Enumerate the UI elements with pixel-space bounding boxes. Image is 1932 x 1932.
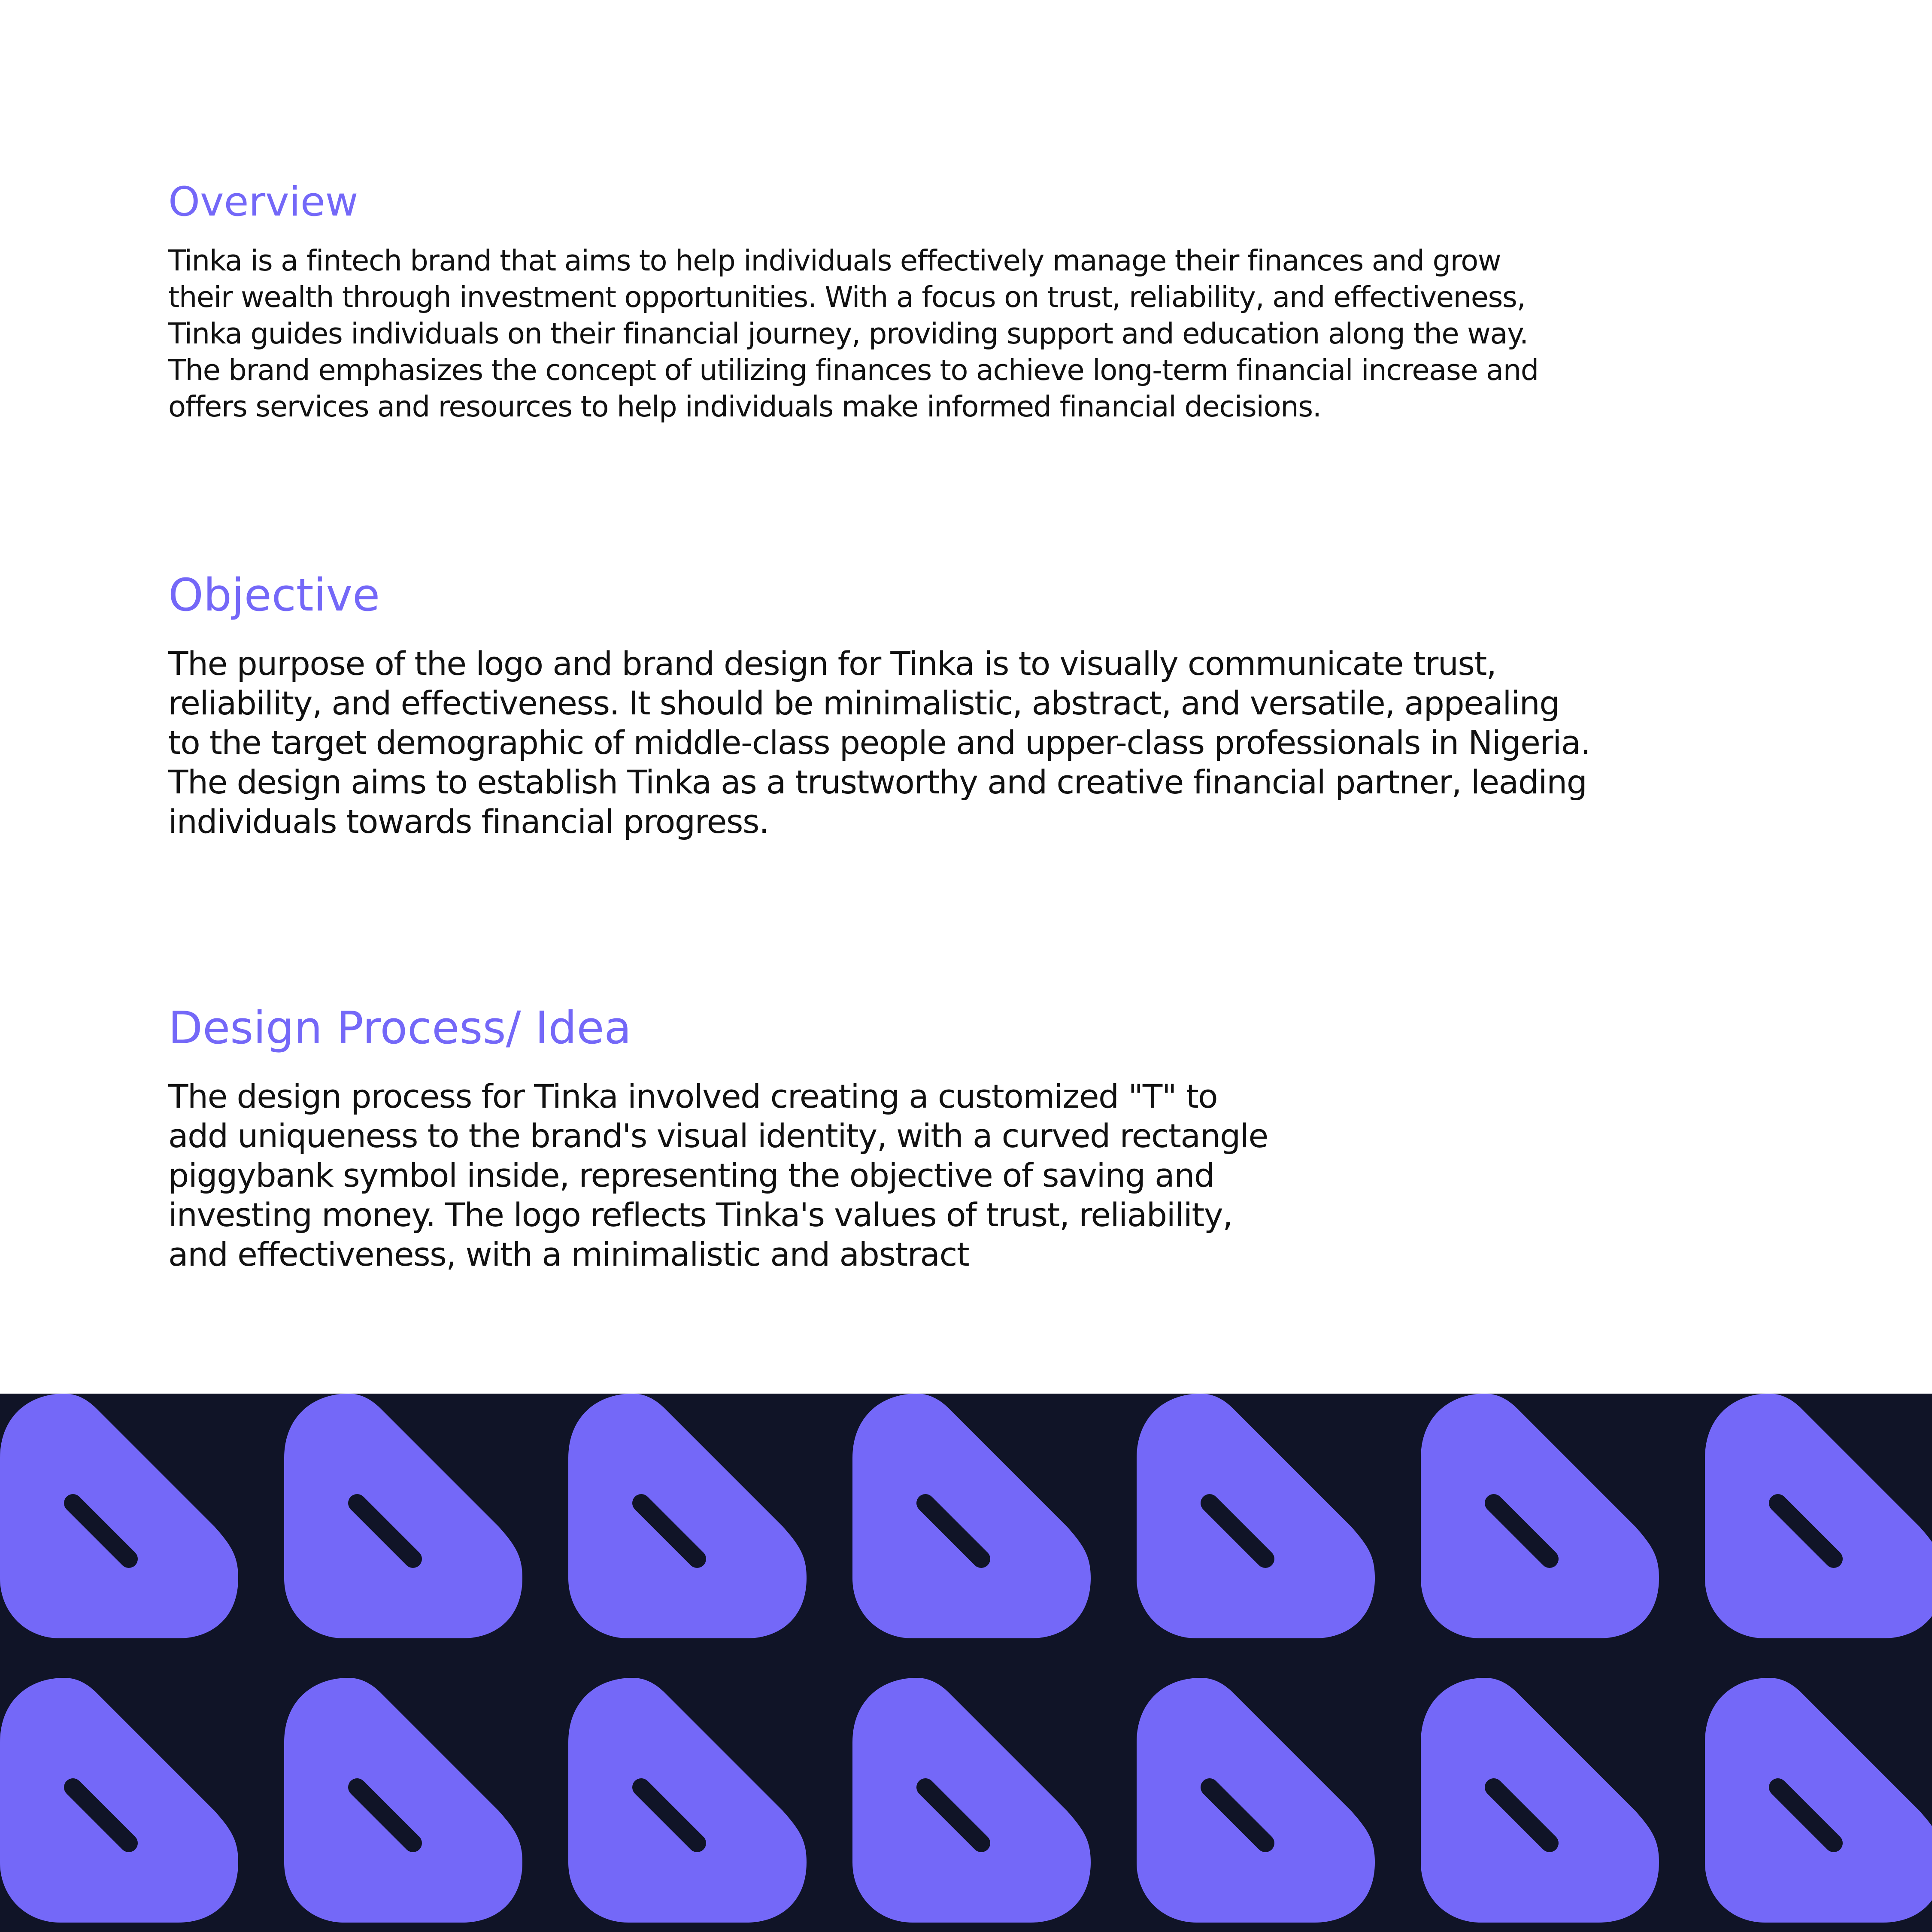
- design-process-paragraph: [168, 1077, 1268, 1274]
- overview-heading: Overview: [168, 179, 358, 225]
- overview-line: The brand emphasizes the concept of utilizing finances to achieve long-term financial increase and: [168, 353, 1538, 387]
- objective-line: reliability, and effectiveness. It should be minimalistic, abstract, and versatile, appealing: [168, 684, 1560, 722]
- objective-paragraph: [168, 644, 1590, 841]
- overview-line: Tinka is a fintech brand that aims to help individuals effectively manage their finances and grow: [168, 244, 1501, 277]
- overview-line: Tinka guides individuals on their financial journey, providing support and education along the way.: [168, 317, 1528, 350]
- logomark-pattern: [0, 1394, 1932, 1932]
- design-process-line: and effectiveness, with a minimalistic and abstract: [168, 1235, 969, 1273]
- objective-line: to the target demographic of middle-class people and upper-class professionals in Nigeria.: [168, 723, 1590, 762]
- objective-line: individuals towards financial progress.: [168, 802, 769, 841]
- design-process-heading: Design Process/ Idea: [168, 1002, 632, 1054]
- objective-line: The purpose of the logo and brand design for Tinka is to visually communicate trust,: [168, 644, 1496, 683]
- design-process-line: investing money. The logo reflects Tinka's values of trust, reliability,: [168, 1196, 1232, 1234]
- objective-heading: Objective: [168, 569, 380, 621]
- design-process-line: add uniqueness to the brand's visual identity, with a curved rectangle: [168, 1117, 1268, 1155]
- overview-line: offers services and resources to help individuals make informed financial decisions.: [168, 390, 1321, 423]
- overview-line: their wealth through investment opportunities. With a focus on trust, reliability, and effectiveness,: [168, 280, 1526, 314]
- design-process-line: piggybank symbol inside, representing the objective of saving and: [168, 1156, 1214, 1194]
- logomark-pattern-band: [0, 1394, 1932, 1932]
- objective-line: The design aims to establish Tinka as a trustworthy and creative financial partner, leading: [168, 763, 1587, 801]
- design-process-line: The design process for Tinka involved creating a customized "T" to: [168, 1077, 1218, 1115]
- overview-paragraph: [168, 243, 1538, 425]
